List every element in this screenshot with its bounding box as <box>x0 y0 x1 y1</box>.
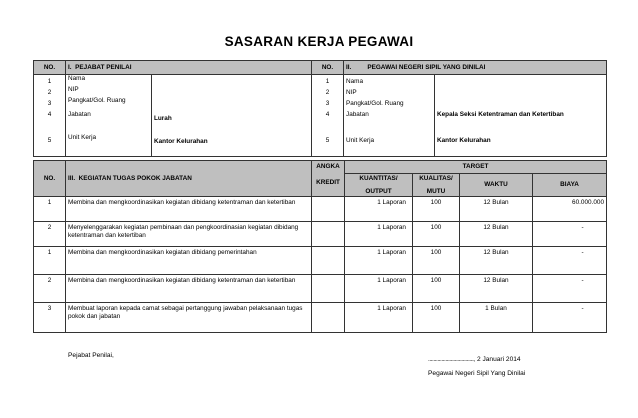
left-field-values: Lurah Kantor Kelurahan <box>152 75 312 157</box>
header-pejabat-penilai: I. PEJABAT PENILAI <box>66 61 312 75</box>
table-row: 2 Membina dan mengkoordinasikan kegiatan dibidang ketentraman dan ketertiban 1 Laporan 100 12 Bulan - <box>34 275 607 303</box>
footer-pegawai: Pegawai Negeri Sipil Yang Dinilai <box>428 370 526 377</box>
right-field-values: Kepala Seksi Ketentraman dan Ketertiban Kantor Kelurahan <box>435 75 607 157</box>
table-row: 1 Membina dan mengkoordinasikan kegiatan dibidang ketentraman dan ketertiban 1 Laporan 100 12 Bulan 60.000.000 <box>34 197 607 222</box>
page-title: SASARAN KERJA PEGAWAI <box>224 34 414 49</box>
left-field-labels: Nama NIP Pangkat/Gol. Ruang Jabatan Unit Kerja <box>66 75 152 157</box>
right-field-numbers: 1 2 3 4 5 <box>312 75 344 157</box>
task-header-kualitas: KUALITAS/ MUTU <box>413 174 460 197</box>
task-header-kegiatan: III. KEGIATAN TUGAS POKOK JABATAN <box>66 161 312 197</box>
table-row: 3 Membuat laporan kepada camat sebagai pertanggung jawaban pelaksanaan tugas pokok dan jabatan 1 Laporan 100 1 Bulan - <box>34 303 607 333</box>
header-no: NO. <box>34 61 66 75</box>
header-row-1 <box>34 61 607 75</box>
table-row: 1 Membina dan mengkoordinasikan kegiatan dibidang pemerintahan 1 Laporan 100 12 Bulan - <box>34 247 607 275</box>
task-header-angka-kredit: ANGKA KREDIT <box>312 161 345 197</box>
task-header-target: TARGET <box>345 161 607 174</box>
left-field-numbers: 1 2 3 4 5 <box>34 75 66 157</box>
right-field-labels: Nama NIP Pangkat/Gol. Ruang Jabatan Unit Kerja <box>344 75 435 157</box>
task-table <box>33 160 607 333</box>
header-no-2: NO. <box>312 61 344 75</box>
task-header-biaya: BIAYA <box>533 174 607 197</box>
task-header-no: NO. <box>34 161 66 197</box>
task-header-waktu: WAKTU <box>460 174 533 197</box>
identity-row <box>34 75 607 157</box>
skp-table <box>33 60 607 157</box>
footer-pejabat-penilai: Pejabat Penilai, <box>68 352 114 359</box>
footer-date: .................................., 2 Januari 2014 <box>428 356 521 363</box>
task-header-row-1 <box>34 161 607 174</box>
header-pegawai: II. PEGAWAI NEGERI SIPIL YANG DINILAI <box>344 61 607 75</box>
task-header-kuantitas: KUANTITAS/ OUTPUT <box>345 174 413 197</box>
table-row: 2 Menyelenggarakan kegiatan pembinaan dan pengkoordinasian kegiatan dibidang ketentraman dan ketertiban 1 Laporan 100 12 Bulan - <box>34 222 607 247</box>
